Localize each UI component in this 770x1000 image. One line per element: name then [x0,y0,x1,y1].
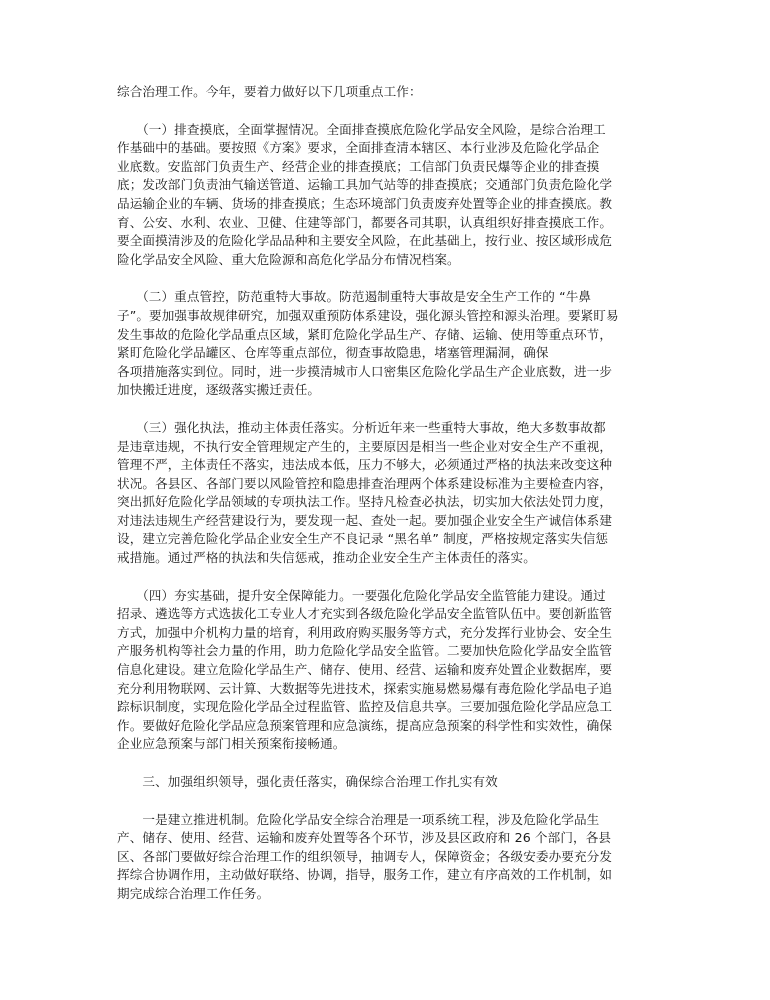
text-line: 方式，加强中介机构力量的培育，利用政府购买服务等方式，充分发挥行业协会、安全生 [117,624,613,640]
text-line: 期完成综合治理工作任务。 [117,885,270,901]
text-line: 要全面摸清涉及的危险化学品品种和主要安全风险，在此基础上，按行业、按区域形成危 [117,233,613,249]
paragraph-section-4 [117,587,658,754]
text-line: 区、各部门要做好综合治理工作的组织领导，抽调专人，保障资金；各级安委办要充分发 [117,848,613,864]
text-line: 加快搬迁进度，逐级落实搬迁责任。 [117,382,321,398]
text-line: 产服务机构等社会力量的作用，助力危险化学品安全监管。二要加快危险化学品安全监管 [117,643,613,659]
text-line: 育、公安、水利、农业、卫健、住建等部门，都要各司其职，认真组织好排查摸底工作。 [117,214,613,230]
text-line: （一）排查摸底，全面掌握情况。全面排查摸底危险化学品安全风险，是综合治理工 [117,121,606,137]
text-line: 作。要做好危险化学品应急预案管理和应急演练，提高应急预案的科学性和实效性，确保 [117,717,613,733]
text-line: 作基础中的基础。要按照《方案》要求，全面排查清本辖区、本行业涉及危险化学品企 [117,140,600,156]
paragraph-gap [117,568,658,587]
text-line: 综合治理工作。今年，要着力做好以下几项重点工作： [117,84,422,99]
paragraph-gap [117,102,658,121]
text-line: 险化学品安全风险、重大危险源和高危化学品分布情况档案。 [117,251,460,267]
text-line: 充分利用物联网、云计算、大数据等先进技术，探索实施易燃易爆有毒危险化学品电子追 [117,680,613,696]
text-line: （二）重点管控，防范重特大事故。防范遏制重特大事故是安全生产工作的 “牛鼻 [117,289,592,305]
text-line: 紧盯危险化学品罐区、仓库等重点部位，彻查事故隐患，堵塞管理漏洞，确保 [117,345,549,361]
text-line: 管理不严，主体责任不落实，违法成本低，压力不够大，必须通过严格的执法来改变这种 [117,457,613,473]
paragraph-section-2 [117,288,658,400]
paragraph-gap [117,754,658,773]
text-line: （四）夯实基础，提升安全保障能力。一要强化危险化学品安全监管能力建设。通过 [117,587,606,603]
text-line: 戒措施。通过严格的执法和失信惩戒，推动企业安全生产主体责任的落实。 [117,550,536,566]
text-line: 一是建立推进机制。危险化学品安全综合治理是一项系统工程，涉及危险化学品生 [117,811,600,827]
section-heading-text: 三、加强组织领导，强化责任落实，确保综合治理工作扎实有效 [117,774,498,789]
text-line: 招录、遴选等方式选拔化工专业人才充实到各级危险化学品安全监管队伍中。要创新监管 [117,606,613,622]
paragraph-gap [117,792,658,811]
text-line: 挥综合协调作用，主动做好联络、协调，指导，服务工作，建立有序高效的工作机制，如 [117,867,613,883]
text-line: 各项措施落实到位。同时，进一步摸清城市人口密集区危险化学品生产企业底数，进一步 [117,363,613,379]
section-heading [117,773,658,792]
text-line: 信息化建设。建立危险化学品生产、储存、使用、经营、运输和废弃处置企业数据库，要 [117,662,613,678]
text-line: 踪标识制度，实现危险化学品全过程监管、监控及信息共享。三要加强危险化学品应急工 [117,699,613,715]
text-line: 发生事故的危险化学品重点区域，紧盯危险化学品生产、存储、运输、使用等重点环节， [117,326,613,342]
paragraph-mechanism [117,811,658,904]
text-line: 业底数。安监部门负责生产、经营企业的排查摸底；工信部门负责民爆等企业的排查摸 [117,158,600,174]
paragraph-intro [117,83,658,102]
text-line: 突出抓好危险化学品领域的专项执法工作。坚持凡检查必执法，切实加大依法处罚力度， [117,494,613,510]
text-line: 状况。各县区、各部门要以风险管控和隐患排查治理两个体系建设标准为主要检查内容， [117,475,613,491]
paragraph-section-1 [117,121,658,270]
text-line: 是违章违规，不执行安全管理规定产生的，主要原因是相当一些企业对安全生产不重视， [117,438,613,454]
paragraph-gap [117,269,658,288]
text-line: 设，建立完善危险化学品企业安全生产不良记录 “黑名单” 制度，严格按规定落实失信惩 [117,531,609,547]
text-line: （三）强化执法，推动主体责任落实。分析近年来一些重特大事故，绝大多数事故都 [117,419,606,435]
text-line: 产、储存、使用、经营、运输和废弃处置等各个环节，涉及县区政府和 26 个部门，各县 [117,830,612,846]
text-line: 企业应急预案与部门相关预案衔接畅通。 [117,736,346,752]
text-line: 底；发改部门负责油气输送管道、运输工具加气站等的排查摸底；交通部门负责危险化学 [117,177,613,193]
text-line: 品运输企业的车辆、货场的排查摸底；生态环境部门负责废弃处置等企业的排查摸底。教 [117,195,613,211]
text-line: 子”。要加强事故规律研究，加强双重预防体系建设，强化源头管控和源头治理。要紧盯易 [117,307,619,323]
paragraph-gap [117,400,658,419]
paragraph-section-3 [117,419,658,568]
text-line: 对违法违规生产经营建设行为，要发现一起、查处一起。要加强企业安全生产诚信体系建 [117,512,613,528]
